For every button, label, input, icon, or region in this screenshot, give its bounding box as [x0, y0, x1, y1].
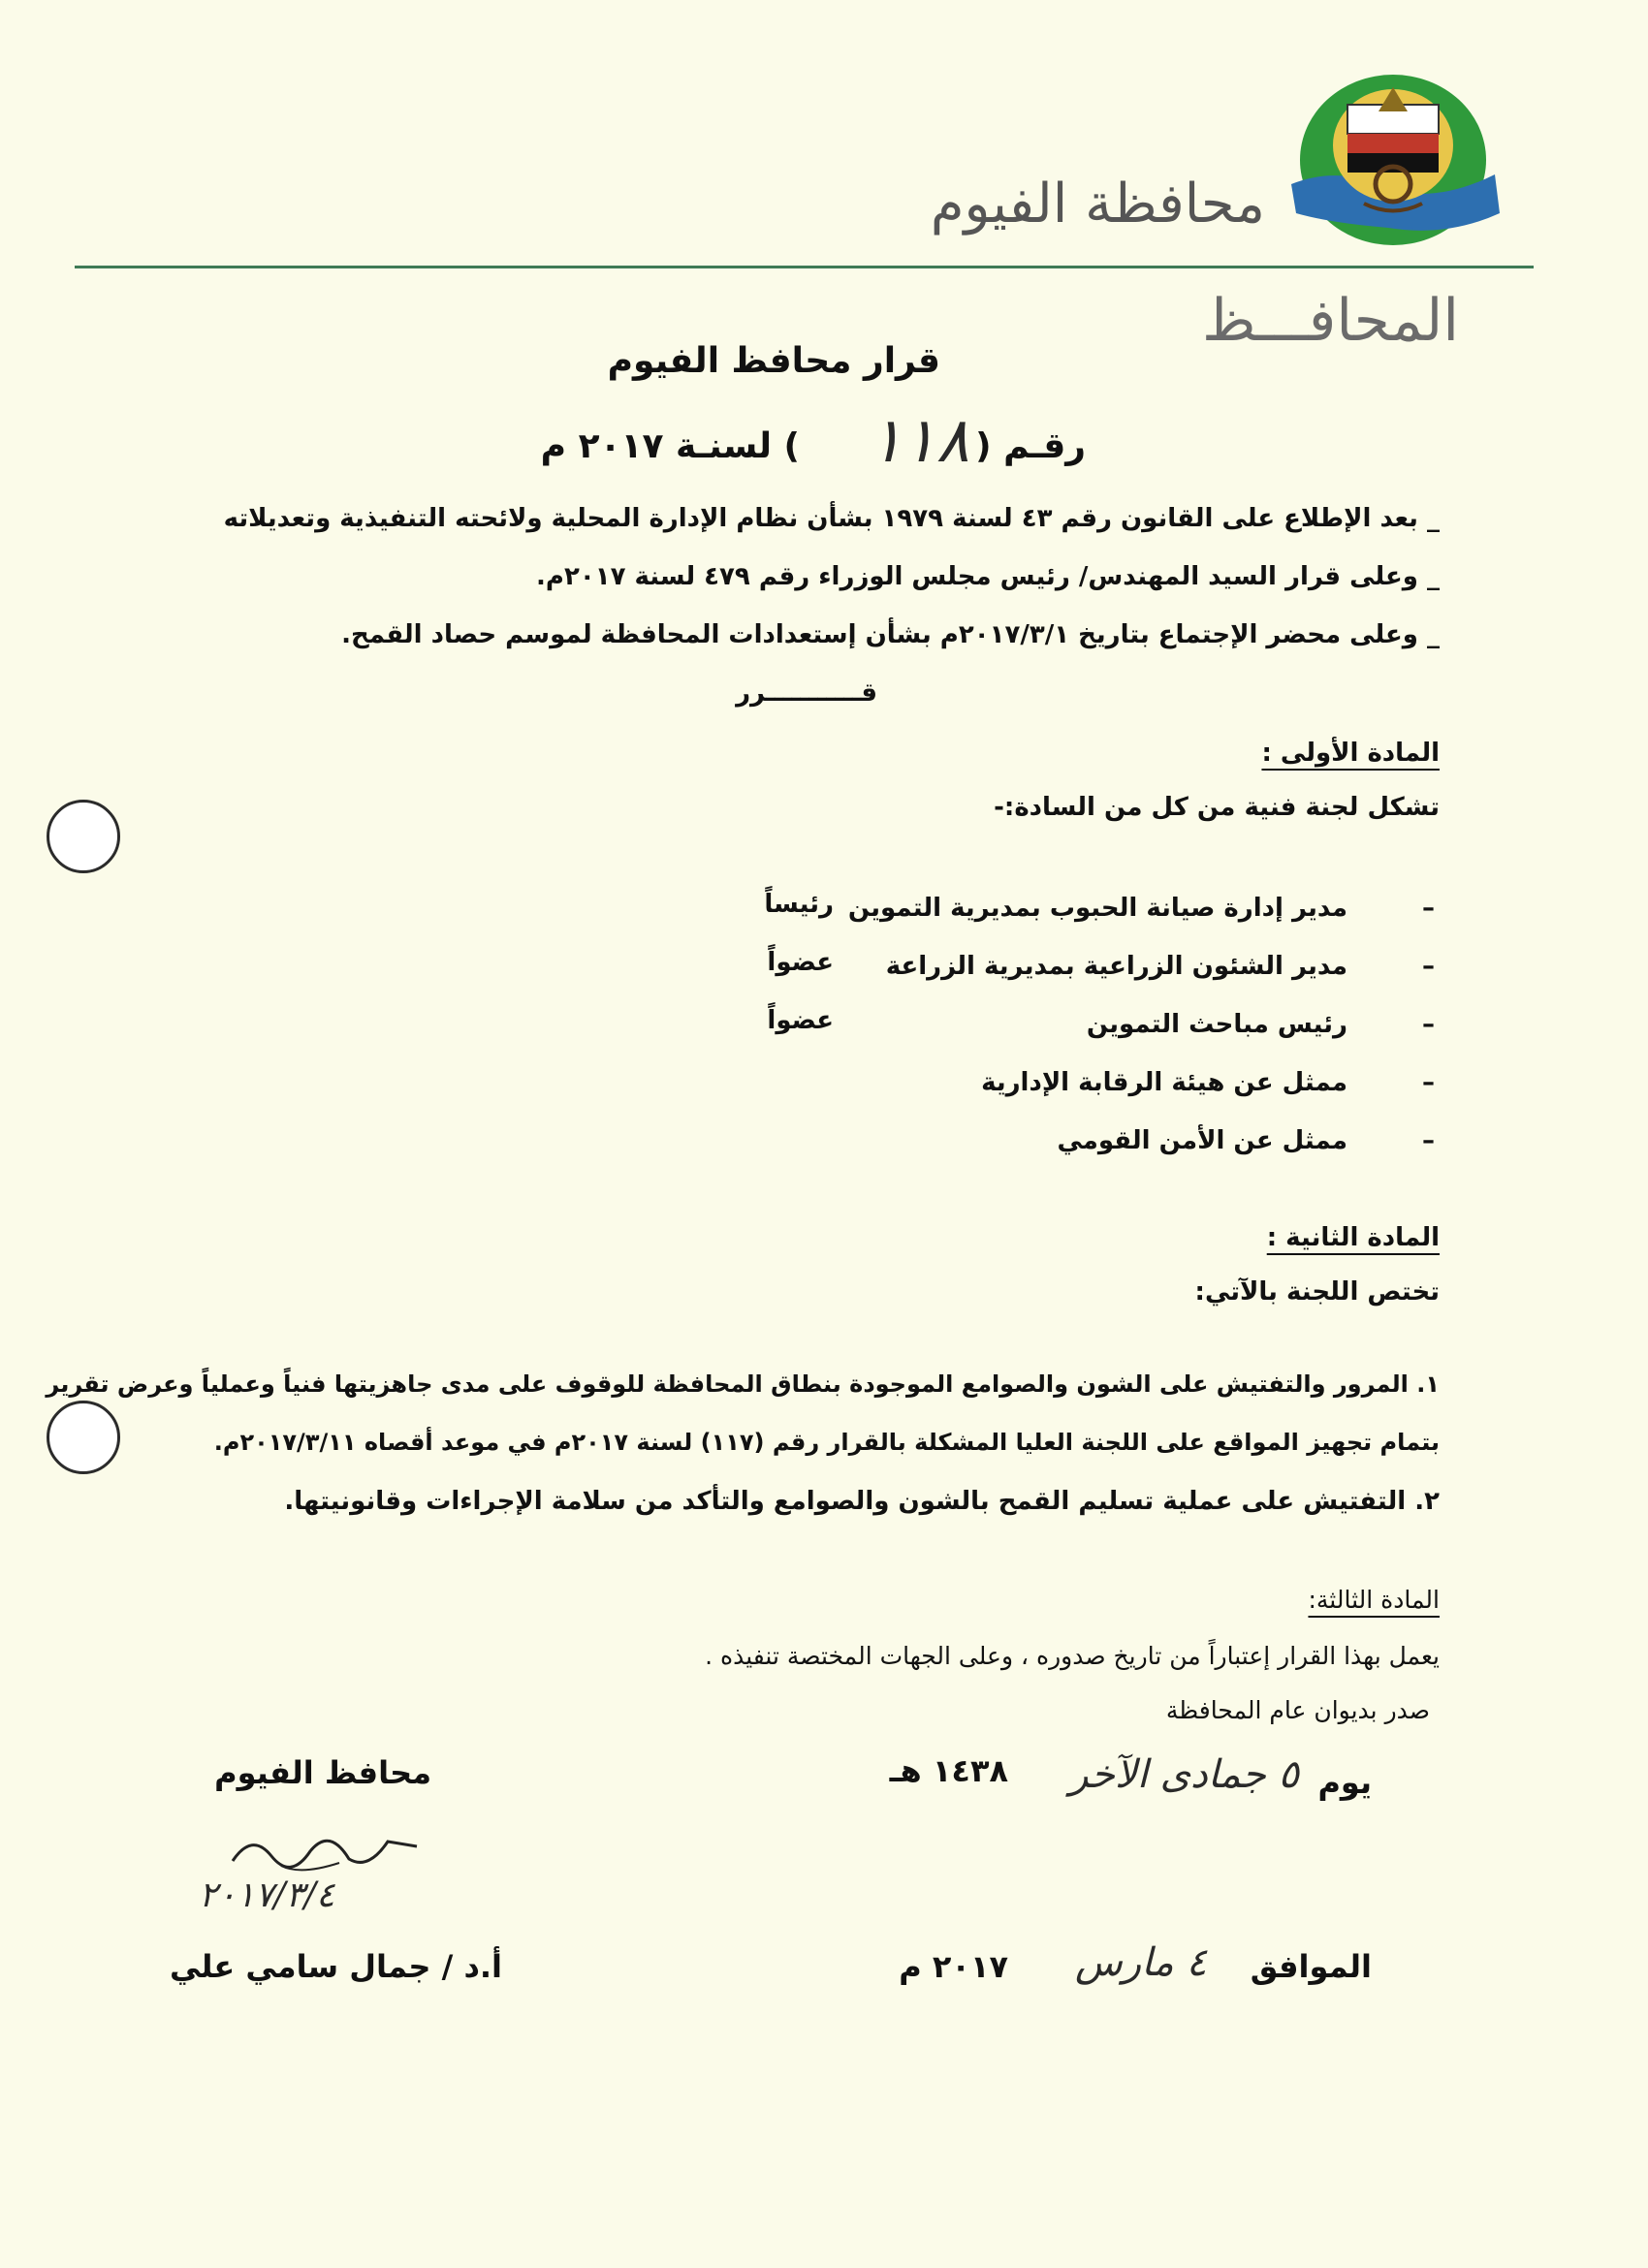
office-heading: المحافـــظ	[1201, 287, 1459, 355]
member-name: ممثل عن الأمن القومي	[1057, 1126, 1347, 1155]
corresponding-label: الموافق	[1250, 1948, 1372, 1985]
member-bullet: –	[1422, 1068, 1435, 1097]
gregorian-date-handwritten: ٤ مارس	[1075, 1940, 1207, 1985]
member-bullet: –	[1422, 952, 1435, 981]
member-bullet: –	[1422, 1010, 1435, 1039]
gregorian-year: ٢٠١٧ م	[899, 1948, 1008, 1985]
article-2-intro: تختص اللجنة بالآتي:	[1194, 1277, 1440, 1307]
punch-hole-top	[47, 800, 120, 873]
issued-at: صدر بديوان عام المحافظة	[1165, 1696, 1430, 1724]
article-3-text: يعمل بهذا القرار إعتباراً من تاريخ صدوره ، وعلى الجهات المختصة تنفيذه .	[705, 1642, 1440, 1670]
hijri-year: ١٤٣٨ هـ	[889, 1752, 1008, 1789]
member-role: رئيساً	[764, 890, 834, 919]
preamble-line-2: _ وعلى قرار السيد المهندس/ رئيس مجلس الوزراء رقم ٤٧٩ لسنة ٢٠١٧م.	[536, 562, 1440, 591]
member-role: عضواً	[767, 1006, 834, 1035]
member-name: مدير إدارة صيانة الحبوب بمديرية التموين	[847, 894, 1347, 923]
member-bullet: –	[1422, 894, 1435, 923]
decision-title: قرار محافظ الفيوم	[607, 341, 940, 381]
article-1-heading: المادة الأولى :	[1261, 739, 1440, 768]
preamble-line-3: _ وعلى محضر الإجتماع بتاريخ ٢٠١٧/٣/١م بشأن إستعدادات المحافظة لموسم حصاد القمح.	[341, 620, 1440, 649]
member-name: رئيس مباحث التموين	[1086, 1010, 1347, 1039]
article-2-item-1: ١. المرور والتفتيش على الشون والصوامع الموجودة بنطاق المحافظة للوقوف على مدى جاهزيتها فنياً وعملياً وعرض تقرير	[46, 1370, 1440, 1398]
decision-number-label: رقـم (	[975, 426, 1086, 466]
article-2-item-2: ٢. التفتيش على عملية تسليم القمح بالشون والصوامع والتأكد من سلامة الإجراءات وقانونيتها.	[284, 1487, 1440, 1516]
signature-icon	[223, 1822, 427, 1880]
decision-number-value: ١١٨	[869, 405, 969, 477]
governorate-name: محافظة الفيوم	[930, 173, 1265, 236]
hijri-date-handwritten: ٥ جمادى الآخر	[1069, 1752, 1299, 1797]
signatory-title: محافظ الفيوم	[214, 1754, 431, 1791]
article-2-heading: المادة الثانية :	[1266, 1223, 1440, 1252]
header-divider	[75, 266, 1534, 268]
article-3-heading: المادة الثالثة:	[1308, 1586, 1440, 1614]
article-1-intro: تشكل لجنة فنية من كل من السادة:-	[994, 793, 1440, 822]
preamble-line-1: _ بعد الإطلاع على القانون رقم ٤٣ لسنة ١٩٧٩ بشأن نظام الإدارة المحلية ولائحته التنفيذية وتعديلاته	[223, 504, 1440, 533]
article-2-item-1-cont: بتمام تجهيز المواقع على اللجنة العليا المشكلة بالقرار رقم (١١٧) لسنة ٢٠١٧م في موعد أقصاه ٢٠١٧/٣/١١م.	[213, 1429, 1440, 1456]
governorate-logo-icon	[1282, 68, 1505, 252]
member-name: مدير الشئون الزراعية بمديرية الزراعة	[885, 952, 1347, 981]
member-name: ممثل عن هيئة الرقابة الإدارية	[981, 1068, 1347, 1097]
punch-hole-bottom	[47, 1401, 120, 1474]
member-bullet: –	[1422, 1126, 1435, 1155]
decision-year: ) لسنـة ٢٠١٧ م	[540, 426, 800, 466]
day-label: يوم	[1317, 1764, 1372, 1801]
signature-date-handwritten: ٢٠١٧/٣/٤	[199, 1875, 335, 1915]
member-role: عضواً	[767, 948, 834, 977]
decided-heading: قـــــــــــرر	[736, 678, 877, 708]
signatory-name: أ.د / جمال سامي علي	[169, 1948, 502, 1985]
